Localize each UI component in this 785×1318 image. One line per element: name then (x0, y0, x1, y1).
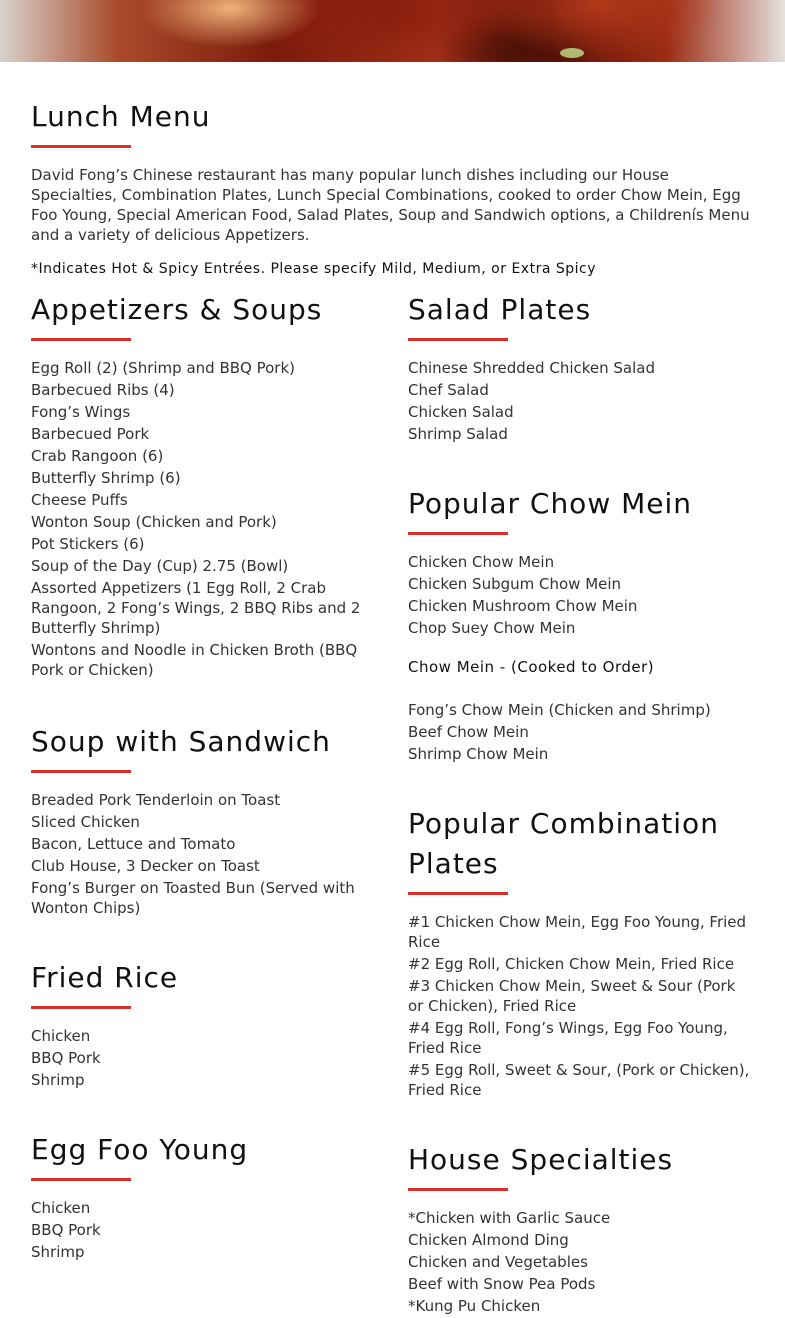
menu-item: Beef with Snow Pea Pods (408, 1275, 596, 1293)
menu-item: Chop Suey Chow Mein (408, 619, 576, 637)
menu-item: Pot Stickers (6) (31, 535, 145, 553)
page-title: Lunch Menu (31, 100, 211, 133)
menu-item: Crab Rangoon (6) (31, 447, 164, 465)
item-list (408, 700, 753, 764)
menu-item: *Chicken with Garlic Sauce (408, 1209, 611, 1227)
section-title: Popular Combination Plates (408, 807, 719, 880)
section-egg-foo-young (31, 1130, 376, 1262)
section-chow-mein (408, 484, 753, 764)
menu-item: Chicken (31, 1027, 91, 1045)
menu-item: Fong’s Wings (31, 403, 131, 421)
menu-item: Shrimp (31, 1071, 85, 1089)
menu-item: Chicken Subgum Chow Mein (408, 575, 622, 593)
section-appetizers (31, 290, 376, 680)
menu-item: Chicken Chow Mein (408, 553, 555, 571)
menu-item: Butterfly Shrimp (6) (31, 469, 181, 487)
menu-item: Assorted Appetizers (1 Egg Roll, 2 Crab Rangoon, 2 Fong’s Wings, 2 BBQ Ribs and 2 Butterfly Shrimp) (31, 579, 361, 637)
section-underline (31, 338, 131, 341)
menu-item: Chicken (31, 1199, 91, 1217)
intro-paragraph: David Fong’s Chinese restaurant has many popular lunch dishes including our House Specialties, Combination Plates, Lunch Special Combinations, cooked to order Chow Mein, Egg Foo Young, Special American Food, Salad Plates, Soup and Sandwich options, a Childrenís Menu and a variety of delicious Appetizers. (31, 166, 750, 244)
menu-item: Soup of the Day (Cup) 2.75 (Bowl) (31, 557, 289, 575)
menu-item: Club House, 3 Decker on Toast (31, 857, 260, 875)
spicy-note: *Indicates Hot & Spicy Entrées. Please specify Mild, Medium, or Extra Spicy (31, 261, 597, 277)
section-underline (408, 338, 508, 341)
section-underline (31, 1178, 131, 1181)
section-soup-sandwich (31, 722, 376, 918)
menu-item: Bacon, Lettuce and Tomato (31, 835, 236, 853)
section-underline (31, 770, 131, 773)
section-title: Egg Foo Young (31, 1133, 249, 1166)
item-list (31, 1026, 376, 1090)
menu-item: Shrimp Chow Mein (408, 745, 549, 763)
garnish-image (560, 48, 584, 58)
item-list (408, 1208, 753, 1316)
menu-item: Chicken Mushroom Chow Mein (408, 597, 638, 615)
item-list (31, 1198, 376, 1262)
section-salad-plates (408, 290, 753, 444)
section-underline (408, 892, 508, 895)
title-underline (31, 145, 131, 148)
menu-item: #1 Chicken Chow Mein, Egg Foo Young, Fried Rice (408, 913, 747, 951)
menu-item: #5 Egg Roll, Sweet & Sour, (Pork or Chicken), Fried Rice (408, 1061, 750, 1099)
menu-item: #4 Egg Roll, Fong’s Wings, Egg Foo Young, Fried Rice (408, 1019, 728, 1057)
section-combination-plates (408, 804, 753, 1100)
menu-item: *Kung Pu Chicken (408, 1297, 541, 1315)
left-column (31, 290, 376, 1264)
section-title: Salad Plates (408, 293, 592, 326)
menu-item: Beef Chow Mein (408, 723, 529, 741)
menu-item: Shrimp Salad (408, 425, 508, 443)
menu-item: Wonton Soup (Chicken and Pork) (31, 513, 277, 531)
item-list (31, 358, 376, 680)
section-fried-rice (31, 958, 376, 1090)
menu-item: Chicken Salad (408, 403, 514, 421)
menu-item: Chicken Almond Ding (408, 1231, 569, 1249)
section-title: House Specialties (408, 1143, 674, 1176)
section-title: Popular Chow Mein (408, 487, 693, 520)
item-list (408, 552, 753, 638)
menu-item: Shrimp (31, 1243, 85, 1261)
section-title: Appetizers & Soups (31, 293, 323, 326)
menu-item: #3 Chicken Chow Mein, Sweet & Sour (Pork or Chicken), Fried Rice (408, 977, 736, 1015)
chow-mein-subheading: Chow Mein - (Cooked to Order) (408, 658, 655, 676)
section-underline (31, 1006, 131, 1009)
item-list (408, 358, 753, 444)
menu-item: Chef Salad (408, 381, 489, 399)
section-title: Fried Rice (31, 961, 179, 994)
section-house-specialties (408, 1140, 753, 1316)
section-title: Soup with Sandwich (31, 725, 331, 758)
menu-item: Fong’s Burger on Toasted Bun (Served with Wonton Chips) (31, 879, 355, 917)
menu-item: Chinese Shredded Chicken Salad (408, 359, 655, 377)
menu-item: Fong’s Chow Mein (Chicken and Shrimp) (408, 701, 711, 719)
menu-item: Barbecued Pork (31, 425, 150, 443)
menu-item: BBQ Pork (31, 1049, 101, 1067)
menu-item: Wontons and Noodle in Chicken Broth (BBQ Pork or Chicken) (31, 641, 358, 679)
section-underline (408, 532, 508, 535)
item-list (31, 790, 376, 918)
menu-item: Barbecued Ribs (4) (31, 381, 175, 399)
right-column (408, 290, 753, 1318)
menu-item: Egg Roll (2) (Shrimp and BBQ Pork) (31, 359, 295, 377)
menu-item: Chicken and Vegetables (408, 1253, 588, 1271)
hero-food-image (0, 0, 785, 62)
menu-item: BBQ Pork (31, 1221, 101, 1239)
utensil-image (0, 10, 104, 62)
item-list (408, 912, 753, 1100)
section-underline (408, 1188, 508, 1191)
menu-item: Cheese Puffs (31, 491, 128, 509)
menu-item: Breaded Pork Tenderloin on Toast (31, 791, 281, 809)
menu-item: Sliced Chicken (31, 813, 140, 831)
menu-item: #2 Egg Roll, Chicken Chow Mein, Fried Rice (408, 955, 735, 973)
